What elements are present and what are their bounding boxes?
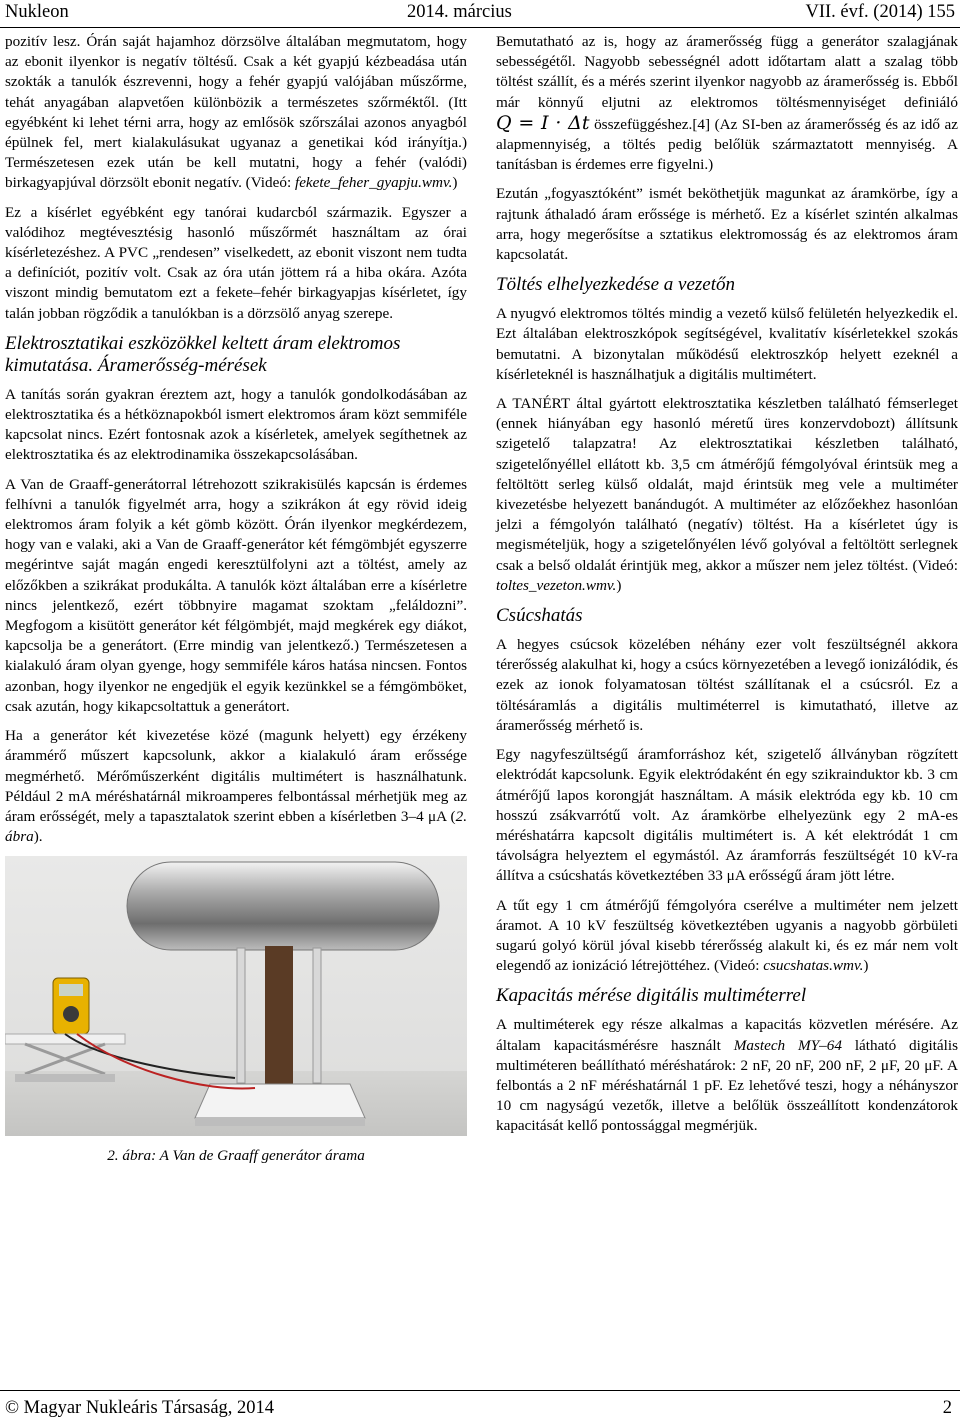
base-plinth (195, 1118, 365, 1126)
multimeter-model: Mastech MY–64 (733, 1036, 842, 1054)
text: ) (452, 174, 458, 192)
header-rule (0, 27, 960, 28)
footer-rule (0, 1390, 960, 1391)
paragraph: Ez a kísérlet egyébként egy tanórai kudarcból származik. Egyszer a valódihoz megtévesztésig hasonló műszőrmét használtam az órai kísérletezéshez. A PVC „rendesen” viselkedett, az ebonit viszont nem tudta a definíciót, pozitív volt. Csak az óra után jöttem rá a hiba okára. Azóta viszont mindig bemutatom ezt a fekete–fehér birkagyapjas kísérletet, így talán jobban rögződik a tanulókban is a dörzsölő anyag szerepe. (5, 203, 467, 322)
text: Bemutatható az is, hogy az áramerősség függ a generátor szalagjának sebességétől. Nagyobb sebességnél adott időtartam alatt a szalag több töltést szállít, és a mérés szerint ilyenkor nagyobb az áramerősség is. Ebből már könnyű eljutni az elektromos töltésmennyiséget definiáló (496, 33, 958, 111)
right-column (496, 32, 958, 1146)
text: pozitív lesz. Órán saját hajamhoz dörzsölve általában megmutatom, hogy az ebonit ilyenkor is negatív töltésű. Csak a két gyapjú kézbeadása után szokták a tanulók észrevenni, hogy a fehér gyapjú valójában műszőrme, tehát anyagában alapvetően különbözik a természetes szőrméktől. (Itt egyébként ki lehet térni arra, hogy az emlősök szőrszálai azonos anyagból épülnek fel, mert kialakulásukat ugyanaz a genetikai kód irányítja.) Természetesen ezek után be kell mutatni, hogy a fehér (valódi) birkagyapjúval dörzsölt ebonit negatív. (Videó: (5, 33, 467, 192)
figure-caption: 2. ábra: A Van de Graaff generátor árama (107, 1147, 365, 1165)
text: A TANÉRT által gyártott elektrosztatika készletben található fémserleget (ennek hiányában egy hasonló méretű üres konzervdobozt) állítsunk szigetelő talapzatra! Az elektrosztatikai készletben található, szigetelőnyéllel ellátott kb. 3,5 cm átmérőjű fémgolyóval érintsük meg a feltöltött serleg külső oldalát, majd érintsük meg vele a multiméter kivezetésbe helyezett banándugót. A multiméter az előzőekhez hasonlóan jelzi a fémgolyón található (negatív) töltést. Ha a kísérletet úgy is megismételjük, hogy a szigetelőnyélen lévő golyóval a feltöltött serlegnek csak a belső oldalát érintjük meg, akkor a műszer nem jelez töltést. (Videó: (496, 395, 958, 574)
video-filename: csucshatas.wmv. (763, 957, 864, 975)
section-heading: Kapacitás mérése digitális multiméterrel (496, 985, 807, 1007)
text: A multiméterek egy része alkalmas a kapacitás közvetlen mérésére. Az általam kapacitásmérésre használt (496, 1016, 958, 1054)
paragraph: A Van de Graaff-generátorral létrehozott szikrakisülés kapcsán is érdemes felhívni a tanulók figyelmét arra, hogy a szikrákon át egy rövid ideig elektromos áram folyik a két gömb között. Órán ilyenkor megkérdezem, hogy van e valaki, aki a Van de Graaff-generátor két fémgömbjét egyszerre megérintve saját magán engedi keresztülfolyni azt a töltést, amely az előzőkben a szikrákat produkálta. A tanulók közt általában erre a kísérletre nincs jelentkező, ezért többnyire magamat szoktam „feláldozni”. Megfogom a kisütött generátor két félgömbjét, majd megkérek egy diákot, kapcsolja be a generátort. (Erre mindig van jelentkező.) Természetesen a kialakuló áram olyan gyenge, hogy semmiféle káros hatása nincsen. Fontos azonban, hogy ilyenkor ne engedjük el egyik kezünkkel se a fémgömböket, csak azután, hogy kikapcsoltattuk a generátort. (5, 475, 467, 715)
multimeter-dial (63, 1006, 79, 1022)
paragraph (496, 1015, 958, 1136)
volume-info: VII. évf. (2014) 155 (805, 2, 955, 22)
right-support-rod (313, 948, 321, 1083)
multimeter-display (59, 984, 83, 996)
rubber-belt (265, 946, 293, 1084)
figure-van-de-graaff-photo (5, 856, 467, 1136)
footer-copyright: © Magyar Nukleáris Társaság, 2014 (5, 1398, 275, 1418)
paragraph: A nyugvó elektromos töltés mindig a vezető külső felületén helyezkedik el. Ezt általában elektroszkópok segítségével, kvalitatív kísérletekkel szokás bemutatni. A bizonytalan működésű elektroszkóp helyett ezeknél a kísérleteknél is használhatjuk a digitális multimétert. (496, 305, 958, 383)
left-column (5, 32, 467, 1167)
journal-name: Nukleon (5, 2, 69, 22)
text: ) (863, 957, 869, 975)
generator-base (195, 1084, 365, 1118)
section-heading: Csúcshatás (496, 605, 583, 627)
text: látható digitális multiméteren beállítható méréshatárok: 2 nF, 20 nF, 200 nF, 2 μF, 20 μF. A felbontás a 2 nF méréshatárnál 1 pF. Ez lehetővé teszi, hogy a néhányszor 10 cm nagyságú vezetők, illetve a belőlük összeállított kondenzátorok kapacitását kellő pontossággal megmérjük. (496, 1036, 958, 1135)
page-number: 2 (942, 1398, 952, 1418)
section-heading: Elektrosztatikai eszközökkel keltett áram elektromos kimutatása. Áramerősség-mérések (5, 332, 401, 376)
paragraph: A hegyes csúcsok közelében néhány ezer volt feszültségnél akkora térerősség alakulhat ki, hogy a csúcs környezetében a levegő ionizálódik, és ezek az ionok folyamatosan töltést szállítanak el a csúcsról. Ez a töltésáramlás a digitális multiméterrel is kimutatható, illetve az áramerősség mérhető is. (496, 636, 958, 734)
paragraph (5, 32, 467, 194)
video-filename: fekete_feher_gyapju.wmv. (294, 174, 453, 192)
paragraph: Egy nagyfeszültségű áramforráshoz két, szigetelő állványban rögzített elektródát kapcsolunk. Egyik elektródaként én egy szikrainduktor kb. 3 cm átmérőjű lapos korongját használtam. A másik elektróda egy kb. 10 cm hosszú zsákvarrótű volt. Az áramkörbe elhelyezünk egy 2 mA-es méréshatárra kapcsolt digitális multimétert is. A két elektródát 1 cm távolságra helyeztem el egymástól. Az áramforrás feszültségét 10 kV-ra állítva a csúcshatás következtében 33 μA erősségű áram jött létre. (496, 746, 958, 885)
paragraph: Ezután „fogyasztóként” ismét beköthetjük magunkat az áramkörbe, így a rajtunk áthaladó áram erőssége is mérhető. Ez a kísérlet szintén alkalmas arra, hogy megerősítse a sztatikus elektromosság és az elektromos áram kapcsolatát. (496, 185, 958, 264)
lab-jack-top-plate (5, 1034, 125, 1044)
van-de-graaff-illustration (5, 856, 467, 1136)
paragraph (496, 896, 958, 977)
figure-reference: 2. ábra (5, 807, 467, 846)
text: ) (616, 576, 622, 594)
section-heading: Töltés elhelyezkedése a vezetőn (496, 274, 735, 296)
text: Ha a generátor két kivezetése közé (magunk helyett) egy érzékeny árammérő műszert kapcsolunk, akkor a kialakuló áram erőssége megmérhető. Mérőműszerként digitális multimétert is használhatunk. Például 2 mA méréshatárnál mikroamperes felbontással mérhetjük meg az áram erősségét, mely a tapasztalatok szerint ebben a kísérletben 3–4 μA ( (5, 727, 467, 825)
text: ). (33, 828, 43, 846)
lab-jack-base (15, 1074, 115, 1082)
text: összefüggéshez.[4] (Az SI-ben az áramerősség és az idő az alapmennyiség, a töltés pedig belőlük származtatott mennyiség. A tanításban is érdemes erre figyelni.) (496, 115, 958, 174)
text: A tűt egy 1 cm átmérőjű fémgolyóra cserélve a multiméter nem jelzett áramot. A 10 kV feszültség következtében ugyanis a nagyobb görbületi sugarú golyó körül jóval kisebb térerősség alakult ki, és ez már nem volt elegendő az ionizáció létrejöttéhez. (Videó: (496, 896, 958, 975)
paragraph (5, 726, 467, 847)
left-support-rod (237, 948, 245, 1083)
video-filename: toltes_vezeton.wmv. (496, 576, 617, 594)
paragraph (496, 394, 958, 596)
paragraph (496, 32, 958, 175)
issue-date: 2014. március (407, 2, 512, 22)
paragraph: A tanítás során gyakran éreztem azt, hogy a tanulók gondolkodásában az elektrosztatika és a hétköznapokból ismert elektromos áram közt semmiféle kapcsolat nincs. Ezért fontosnak azok a kísérletek, amelyek segíthetnek az elektrosztatika és az elektrodinamika összekapcsolásában. (5, 385, 467, 464)
metal-cylinder-electrode (127, 862, 439, 950)
charge-formula: Q = I · Δt (496, 111, 590, 134)
